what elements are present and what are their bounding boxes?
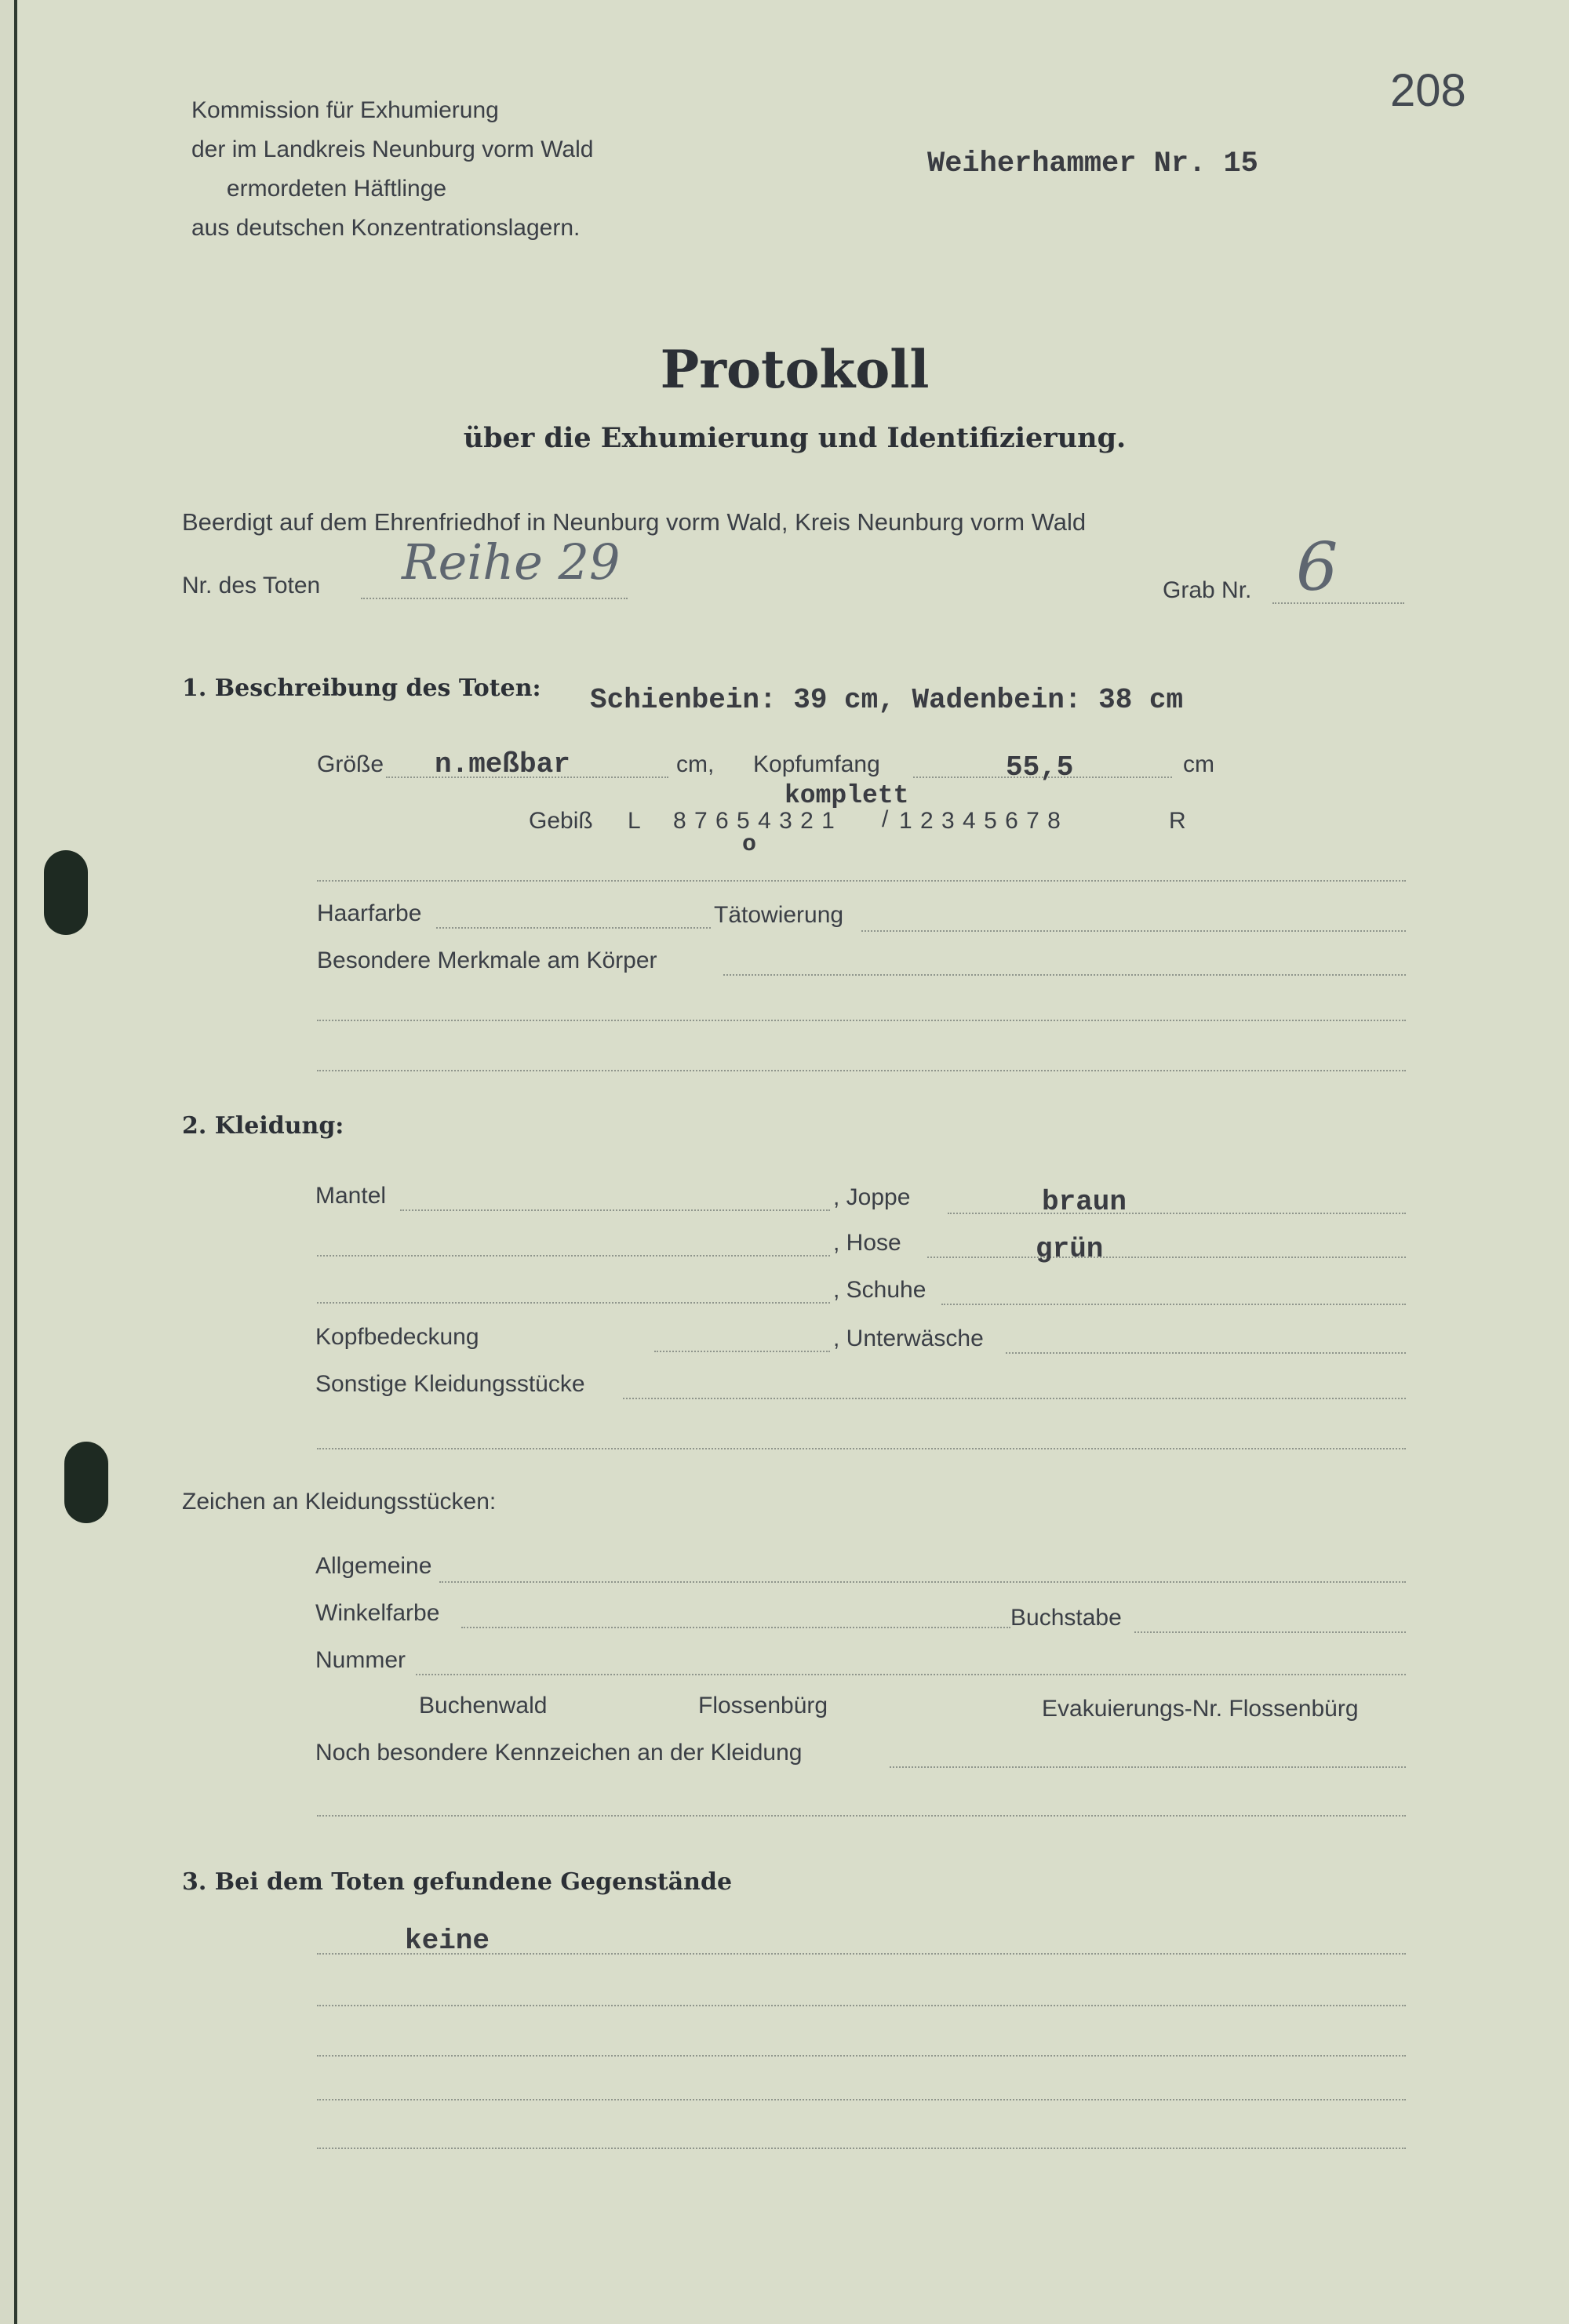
blank-line: [317, 1815, 1406, 1817]
hose-label: , Hose: [833, 1230, 901, 1256]
merkmale-dotted-line: [723, 974, 1406, 976]
haarfarbe-dotted-line: [436, 927, 711, 929]
blank-line: [317, 2148, 1406, 2149]
noch-besondere-label: Noch besondere Kennzeichen an der Kleidung: [315, 1740, 803, 1766]
blank-line: [317, 2099, 1406, 2100]
blank-line: [317, 2055, 1406, 2057]
taetowierung-label: Tätowierung: [714, 902, 844, 928]
nummer-dotted-line: [416, 1674, 1406, 1675]
blank-line: [317, 1255, 830, 1257]
section-2-label: 2. Kleidung:: [182, 1112, 344, 1140]
hose-dotted-line: [927, 1257, 1406, 1258]
nr-dotted-line: [361, 598, 628, 599]
merkmale-label: Besondere Merkmale am Körper: [317, 947, 657, 973]
protocol-page: [14, 0, 1569, 2324]
section-3-value: keine: [405, 1925, 490, 1957]
page-number: 208: [1390, 65, 1466, 116]
allgemeine-label: Allgemeine: [315, 1553, 432, 1579]
gebiss-mark: o: [742, 831, 757, 858]
mantel-dotted-line: [400, 1209, 830, 1211]
blank-line: [317, 1953, 1406, 1955]
joppe-dotted-line: [948, 1213, 1406, 1214]
schuhe-label: , Schuhe: [833, 1277, 926, 1303]
sonstige-dotted-line: [623, 1398, 1406, 1399]
joppe-label: , Joppe: [833, 1184, 911, 1210]
nr-label: Nr. des Toten: [182, 573, 321, 598]
kopfumfang-value: 55,5: [1006, 751, 1074, 784]
grab-label: Grab Nr.: [1163, 577, 1252, 603]
burial-line: Beerdigt auf dem Ehrenfriedhof in Neunburg vorm Wald, Kreis Neunburg vorm Wald: [182, 508, 1087, 536]
gebiss-right-teeth: 1 2 3 4 5 6 7 8: [899, 808, 1061, 834]
buchstabe-dotted-line: [1134, 1631, 1406, 1633]
gebiss-typed-value: komplett: [784, 781, 909, 810]
buchstabe-label: Buchstabe: [1010, 1605, 1122, 1631]
header-line-1: Kommission für Exhumierung: [191, 97, 499, 123]
section-3-label: 3. Bei dem Toten gefundene Gegenstände: [182, 1868, 733, 1896]
location-stamp: Weiherhammer Nr. 15: [927, 147, 1258, 180]
page-subtitle: über die Exhumierung und Identifizierung.: [463, 422, 1127, 454]
blank-line: [317, 2005, 1406, 2006]
evakuierungs-label: Evakuierungs-Nr. Flossenbürg: [1042, 1696, 1359, 1722]
buchenwald-label: Buchenwald: [419, 1693, 548, 1718]
nummer-label: Nummer: [315, 1647, 406, 1673]
haarfarbe-label: Haarfarbe: [317, 900, 422, 926]
cm-label-2: cm: [1183, 751, 1214, 777]
gebiss-slash: /: [882, 806, 889, 832]
commission-header: [191, 91, 594, 248]
blank-line: [317, 1070, 1406, 1071]
nr-handwritten: Reihe 29: [402, 533, 621, 591]
section-1-label: 1. Beschreibung des Toten:: [182, 675, 541, 702]
punch-hole-bottom: [64, 1442, 108, 1523]
blank-line: [317, 880, 1406, 882]
section-1-typed: Schienbein: 39 cm, Wadenbein: 38 cm: [590, 684, 1184, 716]
sonstige-label: Sonstige Kleidungsstücke: [315, 1371, 585, 1397]
allgemeine-dotted-line: [439, 1581, 1406, 1583]
grab-dotted-line: [1272, 602, 1404, 604]
grab-handwritten: 6: [1296, 529, 1338, 606]
groesse-label: Größe: [317, 751, 384, 777]
zeichen-label: Zeichen an Kleidungsstücken:: [182, 1489, 497, 1515]
winkelfarbe-dotted-line: [461, 1627, 1010, 1628]
kopfumfang-label: Kopfumfang: [753, 751, 880, 777]
gebiss-L: L: [628, 808, 641, 834]
blank-line: [317, 1448, 1406, 1449]
joppe-value: braun: [1042, 1186, 1127, 1218]
punch-hole-top: [44, 850, 88, 935]
kopfbedeckung-dotted-line: [654, 1351, 830, 1352]
gebiss-R: R: [1169, 808, 1186, 834]
unterwaesche-dotted-line: [1006, 1352, 1406, 1354]
hose-value: grün: [1036, 1233, 1104, 1265]
page-title: Protokoll: [660, 339, 930, 400]
gebiss-left-teeth: 8 7 6 5 4 3 2 1: [673, 808, 835, 834]
mantel-label: Mantel: [315, 1183, 387, 1209]
taetowierung-dotted-line: [861, 930, 1406, 932]
cm-label-1: cm,: [676, 751, 715, 777]
gebiss-label: Gebiß: [529, 808, 593, 834]
flossenbuerg-label: Flossenbürg: [698, 1693, 828, 1718]
groesse-value: n.meßbar: [435, 748, 570, 780]
header-line-3: ermordeten Häftlinge: [226, 176, 447, 202]
header-line-4: aus deutschen Konzentrationslagern.: [191, 215, 581, 241]
unterwaesche-label: , Unterwäsche: [833, 1326, 984, 1351]
header-line-2: der im Landkreis Neunburg vorm Wald: [191, 136, 594, 162]
blank-line: [317, 1020, 1406, 1021]
noch-besondere-dotted-line: [890, 1766, 1406, 1768]
schuhe-dotted-line: [941, 1304, 1406, 1305]
blank-line: [317, 1302, 830, 1304]
winkelfarbe-label: Winkelfarbe: [315, 1600, 440, 1626]
kopfbedeckung-label: Kopfbedeckung: [315, 1324, 479, 1350]
